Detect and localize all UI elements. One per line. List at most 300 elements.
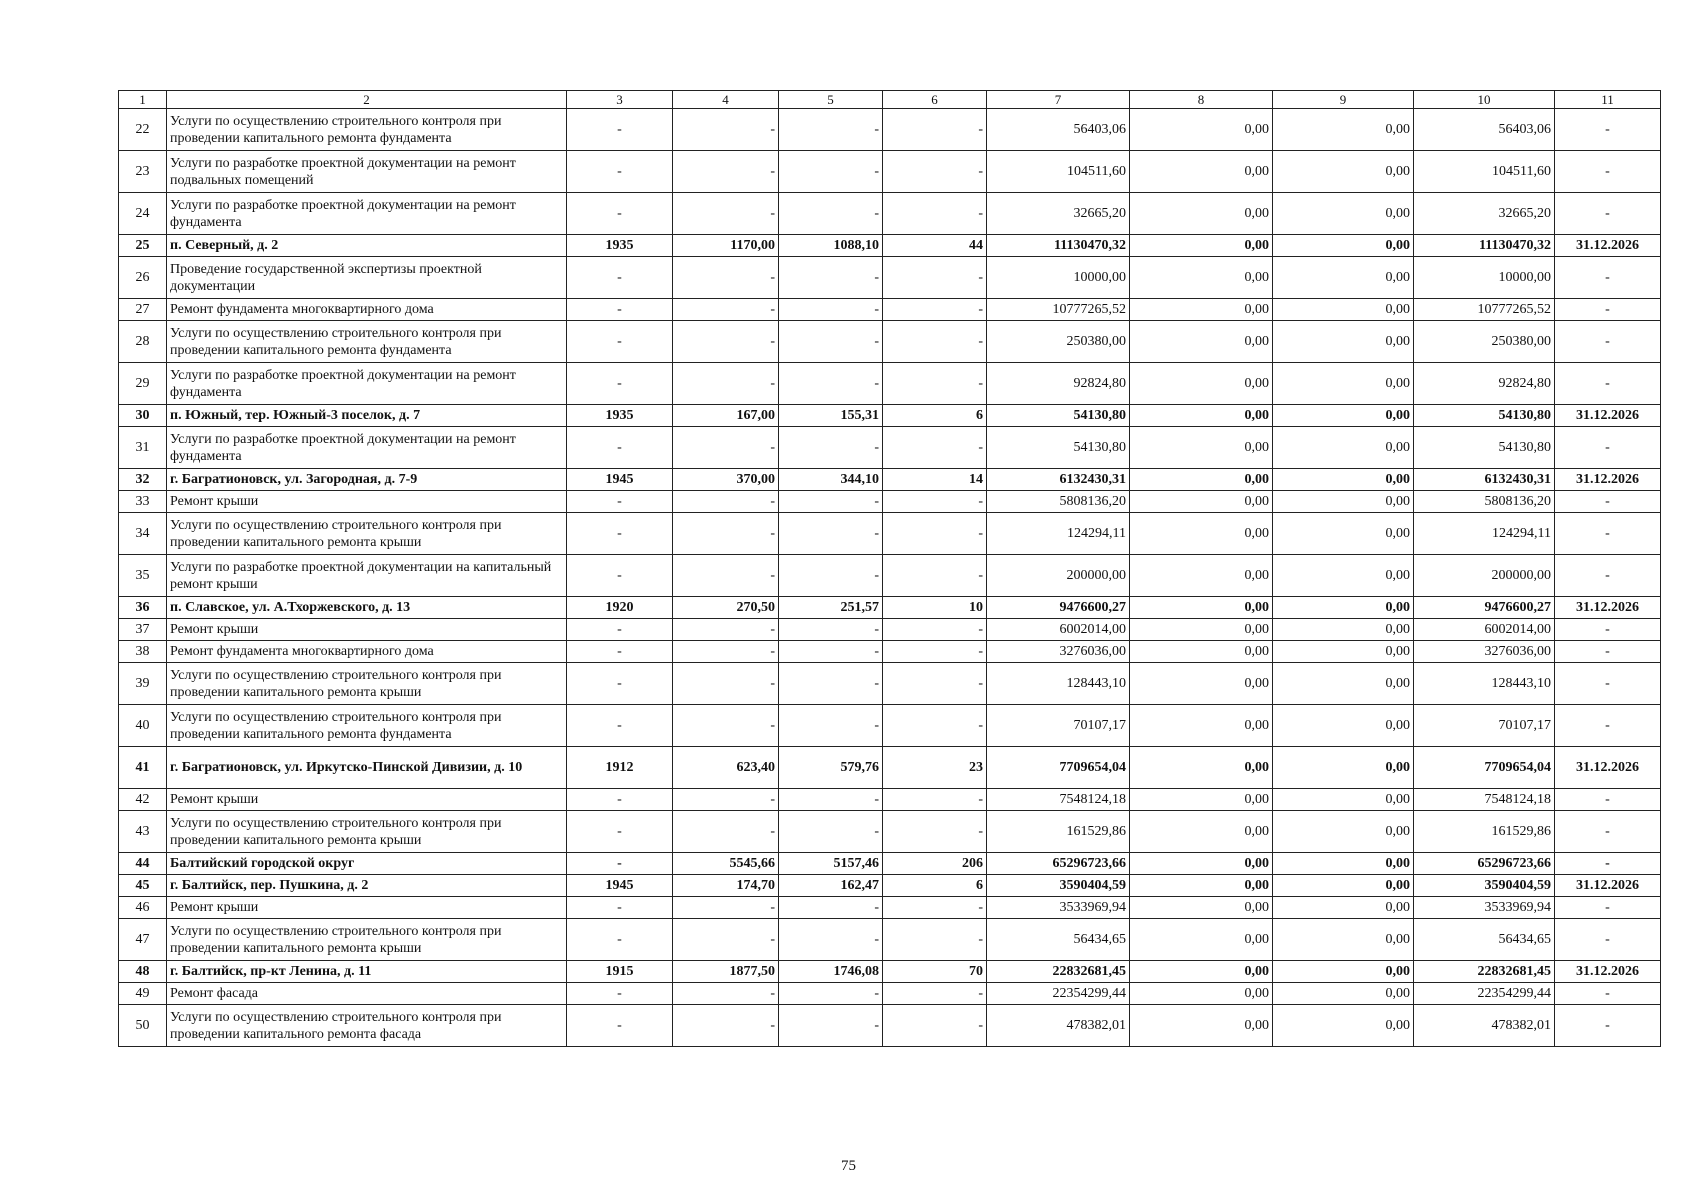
fund-cost-cell: 0,00 — [1130, 469, 1273, 491]
completion-date-cell: - — [1555, 641, 1661, 663]
total-area-cell: - — [673, 513, 779, 555]
residents-cell: - — [883, 151, 987, 193]
total-cost-cell: 32665,20 — [987, 193, 1130, 235]
row-number-cell: 32 — [119, 469, 167, 491]
fund-cost-cell: 0,00 — [1130, 597, 1273, 619]
year-cell: 1935 — [567, 405, 673, 427]
total-area-cell: - — [673, 151, 779, 193]
owner-cost-cell: 3590404,59 — [1414, 875, 1555, 897]
owner-cost-cell: 56434,65 — [1414, 919, 1555, 961]
residents-cell: - — [883, 513, 987, 555]
year-cell: - — [567, 1005, 673, 1047]
description-cell: Услуги по осуществлению строительного контроля при проведении капитального ремонта крыши — [167, 663, 567, 705]
residents-cell: - — [883, 299, 987, 321]
page-number: 75 — [841, 1158, 856, 1174]
budget-cost-cell: 0,00 — [1273, 983, 1414, 1005]
owner-cost-cell: 200000,00 — [1414, 555, 1555, 597]
budget-cost-cell: 0,00 — [1273, 299, 1414, 321]
fund-cost-cell: 0,00 — [1130, 513, 1273, 555]
total-area-cell: - — [673, 193, 779, 235]
residents-cell: 44 — [883, 235, 987, 257]
table-row — [119, 663, 1661, 705]
fund-cost-cell: 0,00 — [1130, 555, 1273, 597]
table-row — [119, 747, 1661, 789]
year-cell: - — [567, 427, 673, 469]
owner-cost-cell: 250380,00 — [1414, 321, 1555, 363]
year-cell: 1915 — [567, 961, 673, 983]
owner-cost-cell: 10000,00 — [1414, 257, 1555, 299]
budget-cost-cell: 0,00 — [1273, 469, 1414, 491]
budget-cost-cell: 0,00 — [1273, 513, 1414, 555]
completion-date-cell: - — [1555, 811, 1661, 853]
row-number-cell: 26 — [119, 257, 167, 299]
table-row — [119, 619, 1661, 641]
table-row — [119, 961, 1661, 983]
total-cost-cell: 22354299,44 — [987, 983, 1130, 1005]
budget-cost-cell: 0,00 — [1273, 853, 1414, 875]
description-cell: Услуги по разработке проектной документации на капитальный ремонт крыши — [167, 555, 567, 597]
year-cell: - — [567, 257, 673, 299]
completion-date-cell: - — [1555, 705, 1661, 747]
year-cell: - — [567, 513, 673, 555]
year-cell: - — [567, 641, 673, 663]
fund-cost-cell: 0,00 — [1130, 257, 1273, 299]
completion-date-cell: - — [1555, 853, 1661, 875]
fund-cost-cell: 0,00 — [1130, 299, 1273, 321]
completion-date-cell: - — [1555, 321, 1661, 363]
year-cell: - — [567, 151, 673, 193]
owner-cost-cell: 3533969,94 — [1414, 897, 1555, 919]
column-number-header-row — [119, 91, 1661, 109]
table-row — [119, 983, 1661, 1005]
budget-cost-cell: 0,00 — [1273, 619, 1414, 641]
row-number-cell: 47 — [119, 919, 167, 961]
owner-cost-cell: 3276036,00 — [1414, 641, 1555, 663]
row-number-cell: 49 — [119, 983, 167, 1005]
owner-cost-cell: 92824,80 — [1414, 363, 1555, 405]
completion-date-cell: 31.12.2026 — [1555, 235, 1661, 257]
total-area-cell: - — [673, 811, 779, 853]
header-cell: 8 — [1130, 91, 1273, 109]
residents-cell: - — [883, 109, 987, 151]
total-cost-cell: 54130,80 — [987, 427, 1130, 469]
row-number-cell: 29 — [119, 363, 167, 405]
living-area-cell: - — [779, 109, 883, 151]
budget-cost-cell: 0,00 — [1273, 789, 1414, 811]
fund-cost-cell: 0,00 — [1130, 811, 1273, 853]
row-number-cell: 43 — [119, 811, 167, 853]
living-area-cell: - — [779, 427, 883, 469]
completion-date-cell: - — [1555, 619, 1661, 641]
living-area-cell: - — [779, 151, 883, 193]
description-cell: Услуги по разработке проектной документации на ремонт фундамента — [167, 363, 567, 405]
row-number-cell: 39 — [119, 663, 167, 705]
residents-cell: - — [883, 897, 987, 919]
completion-date-cell: - — [1555, 193, 1661, 235]
total-cost-cell: 10777265,52 — [987, 299, 1130, 321]
year-cell: - — [567, 491, 673, 513]
row-number-cell: 42 — [119, 789, 167, 811]
completion-date-cell: - — [1555, 299, 1661, 321]
header-cell: 5 — [779, 91, 883, 109]
budget-cost-cell: 0,00 — [1273, 897, 1414, 919]
residents-cell: - — [883, 257, 987, 299]
description-cell: Услуги по осуществлению строительного контроля при проведении капитального ремонта крыши — [167, 811, 567, 853]
living-area-cell: - — [779, 663, 883, 705]
total-cost-cell: 161529,86 — [987, 811, 1130, 853]
description-cell: г. Багратионовск, ул. Загородная, д. 7-9 — [167, 469, 567, 491]
completion-date-cell: 31.12.2026 — [1555, 469, 1661, 491]
fund-cost-cell: 0,00 — [1130, 663, 1273, 705]
total-area-cell: 167,00 — [673, 405, 779, 427]
budget-cost-cell: 0,00 — [1273, 109, 1414, 151]
total-cost-cell: 11130470,32 — [987, 235, 1130, 257]
row-number-cell: 22 — [119, 109, 167, 151]
repair-program-table — [118, 90, 1661, 1047]
owner-cost-cell: 70107,17 — [1414, 705, 1555, 747]
owner-cost-cell: 9476600,27 — [1414, 597, 1555, 619]
budget-cost-cell: 0,00 — [1273, 427, 1414, 469]
residents-cell: 6 — [883, 875, 987, 897]
residents-cell: - — [883, 919, 987, 961]
row-number-cell: 35 — [119, 555, 167, 597]
table-row — [119, 919, 1661, 961]
total-cost-cell: 5808136,20 — [987, 491, 1130, 513]
table-row — [119, 193, 1661, 235]
total-cost-cell: 22832681,45 — [987, 961, 1130, 983]
fund-cost-cell: 0,00 — [1130, 961, 1273, 983]
description-cell: Ремонт фасада — [167, 983, 567, 1005]
residents-cell: 23 — [883, 747, 987, 789]
description-cell: г. Балтийск, пер. Пушкина, д. 2 — [167, 875, 567, 897]
fund-cost-cell: 0,00 — [1130, 363, 1273, 405]
year-cell: - — [567, 619, 673, 641]
owner-cost-cell: 54130,80 — [1414, 405, 1555, 427]
year-cell: - — [567, 193, 673, 235]
owner-cost-cell: 6002014,00 — [1414, 619, 1555, 641]
fund-cost-cell: 0,00 — [1130, 747, 1273, 789]
table-row — [119, 789, 1661, 811]
residents-cell: - — [883, 555, 987, 597]
total-cost-cell: 54130,80 — [987, 405, 1130, 427]
description-cell: Услуги по осуществлению строительного контроля при проведении капитального ремонта крыши — [167, 919, 567, 961]
row-number-cell: 33 — [119, 491, 167, 513]
year-cell: - — [567, 919, 673, 961]
living-area-cell: - — [779, 299, 883, 321]
total-area-cell: - — [673, 427, 779, 469]
header-cell: 7 — [987, 91, 1130, 109]
total-area-cell: 623,40 — [673, 747, 779, 789]
fund-cost-cell: 0,00 — [1130, 789, 1273, 811]
residents-cell: - — [883, 619, 987, 641]
header-cell: 4 — [673, 91, 779, 109]
total-area-cell: - — [673, 491, 779, 513]
total-cost-cell: 200000,00 — [987, 555, 1130, 597]
row-number-cell: 25 — [119, 235, 167, 257]
living-area-cell: - — [779, 789, 883, 811]
description-cell: Ремонт фундамента многоквартирного дома — [167, 641, 567, 663]
fund-cost-cell: 0,00 — [1130, 193, 1273, 235]
total-cost-cell: 3276036,00 — [987, 641, 1130, 663]
table-body — [119, 91, 1661, 1047]
total-cost-cell: 124294,11 — [987, 513, 1130, 555]
residents-cell: - — [883, 1005, 987, 1047]
total-area-cell: - — [673, 619, 779, 641]
description-cell: Ремонт крыши — [167, 897, 567, 919]
owner-cost-cell: 22832681,45 — [1414, 961, 1555, 983]
total-cost-cell: 478382,01 — [987, 1005, 1130, 1047]
residents-cell: - — [883, 789, 987, 811]
total-area-cell: 270,50 — [673, 597, 779, 619]
year-cell: - — [567, 983, 673, 1005]
fund-cost-cell: 0,00 — [1130, 405, 1273, 427]
header-cell: 11 — [1555, 91, 1661, 109]
total-cost-cell: 9476600,27 — [987, 597, 1130, 619]
row-number-cell: 44 — [119, 853, 167, 875]
total-cost-cell: 56434,65 — [987, 919, 1130, 961]
owner-cost-cell: 54130,80 — [1414, 427, 1555, 469]
description-cell: Услуги по разработке проектной документации на ремонт подвальных помещений — [167, 151, 567, 193]
total-cost-cell: 104511,60 — [987, 151, 1130, 193]
table-row — [119, 597, 1661, 619]
total-area-cell: 1877,50 — [673, 961, 779, 983]
completion-date-cell: - — [1555, 1005, 1661, 1047]
row-number-cell: 23 — [119, 151, 167, 193]
year-cell: - — [567, 853, 673, 875]
fund-cost-cell: 0,00 — [1130, 491, 1273, 513]
residents-cell: 10 — [883, 597, 987, 619]
budget-cost-cell: 0,00 — [1273, 641, 1414, 663]
budget-cost-cell: 0,00 — [1273, 705, 1414, 747]
description-cell: Услуги по осуществлению строительного контроля при проведении капитального ремонта фундамента — [167, 321, 567, 363]
row-number-cell: 41 — [119, 747, 167, 789]
description-cell: г. Балтийск, пр-кт Ленина, д. 11 — [167, 961, 567, 983]
living-area-cell: - — [779, 641, 883, 663]
completion-date-cell: - — [1555, 257, 1661, 299]
budget-cost-cell: 0,00 — [1273, 555, 1414, 597]
description-cell: Ремонт крыши — [167, 619, 567, 641]
living-area-cell: - — [779, 363, 883, 405]
fund-cost-cell: 0,00 — [1130, 427, 1273, 469]
row-number-cell: 28 — [119, 321, 167, 363]
fund-cost-cell: 0,00 — [1130, 151, 1273, 193]
budget-cost-cell: 0,00 — [1273, 257, 1414, 299]
header-cell: 1 — [119, 91, 167, 109]
owner-cost-cell: 22354299,44 — [1414, 983, 1555, 1005]
year-cell: - — [567, 363, 673, 405]
table-row — [119, 875, 1661, 897]
owner-cost-cell: 6132430,31 — [1414, 469, 1555, 491]
row-number-cell: 50 — [119, 1005, 167, 1047]
total-area-cell: - — [673, 789, 779, 811]
fund-cost-cell: 0,00 — [1130, 619, 1273, 641]
row-number-cell: 45 — [119, 875, 167, 897]
description-cell: п. Славское, ул. А.Тхоржевского, д. 13 — [167, 597, 567, 619]
row-number-cell: 40 — [119, 705, 167, 747]
living-area-cell: 579,76 — [779, 747, 883, 789]
table-row — [119, 405, 1661, 427]
completion-date-cell: - — [1555, 513, 1661, 555]
owner-cost-cell: 128443,10 — [1414, 663, 1555, 705]
table-row — [119, 427, 1661, 469]
total-area-cell: - — [673, 663, 779, 705]
description-cell: Услуги по осуществлению строительного контроля при проведении капитального ремонта фундамента — [167, 705, 567, 747]
budget-cost-cell: 0,00 — [1273, 811, 1414, 853]
table-row — [119, 897, 1661, 919]
completion-date-cell: - — [1555, 151, 1661, 193]
residents-cell: - — [883, 363, 987, 405]
table-row — [119, 853, 1661, 875]
total-area-cell: 370,00 — [673, 469, 779, 491]
total-area-cell: - — [673, 1005, 779, 1047]
residents-cell: - — [883, 641, 987, 663]
budget-cost-cell: 0,00 — [1273, 1005, 1414, 1047]
fund-cost-cell: 0,00 — [1130, 983, 1273, 1005]
description-cell: Услуги по разработке проектной документации на ремонт фундамента — [167, 193, 567, 235]
owner-cost-cell: 104511,60 — [1414, 151, 1555, 193]
total-cost-cell: 6132430,31 — [987, 469, 1130, 491]
description-cell: п. Южный, тер. Южный-3 поселок, д. 7 — [167, 405, 567, 427]
residents-cell: - — [883, 193, 987, 235]
table-row — [119, 641, 1661, 663]
row-number-cell: 36 — [119, 597, 167, 619]
total-cost-cell: 10000,00 — [987, 257, 1130, 299]
living-area-cell: - — [779, 811, 883, 853]
budget-cost-cell: 0,00 — [1273, 193, 1414, 235]
total-area-cell: - — [673, 919, 779, 961]
owner-cost-cell: 5808136,20 — [1414, 491, 1555, 513]
owner-cost-cell: 7548124,18 — [1414, 789, 1555, 811]
fund-cost-cell: 0,00 — [1130, 897, 1273, 919]
year-cell: 1920 — [567, 597, 673, 619]
table-row — [119, 235, 1661, 257]
year-cell: - — [567, 789, 673, 811]
budget-cost-cell: 0,00 — [1273, 405, 1414, 427]
owner-cost-cell: 124294,11 — [1414, 513, 1555, 555]
description-cell: Ремонт фундамента многоквартирного дома — [167, 299, 567, 321]
table-row — [119, 555, 1661, 597]
completion-date-cell: - — [1555, 789, 1661, 811]
year-cell: 1935 — [567, 235, 673, 257]
year-cell: - — [567, 811, 673, 853]
total-cost-cell: 250380,00 — [987, 321, 1130, 363]
living-area-cell: 155,31 — [779, 405, 883, 427]
residents-cell: - — [883, 705, 987, 747]
budget-cost-cell: 0,00 — [1273, 235, 1414, 257]
total-area-cell: - — [673, 257, 779, 299]
completion-date-cell: - — [1555, 919, 1661, 961]
row-number-cell: 30 — [119, 405, 167, 427]
year-cell: 1945 — [567, 875, 673, 897]
fund-cost-cell: 0,00 — [1130, 641, 1273, 663]
living-area-cell: - — [779, 321, 883, 363]
total-cost-cell: 7548124,18 — [987, 789, 1130, 811]
living-area-cell: 344,10 — [779, 469, 883, 491]
living-area-cell: - — [779, 555, 883, 597]
fund-cost-cell: 0,00 — [1130, 1005, 1273, 1047]
row-number-cell: 34 — [119, 513, 167, 555]
completion-date-cell: 31.12.2026 — [1555, 747, 1661, 789]
table-row — [119, 811, 1661, 853]
description-cell: г. Багратионовск, ул. Иркутско-Пинской Дивизии, д. 10 — [167, 747, 567, 789]
residents-cell: - — [883, 663, 987, 705]
description-cell: Балтийский городской округ — [167, 853, 567, 875]
total-cost-cell: 3590404,59 — [987, 875, 1130, 897]
total-cost-cell: 3533969,94 — [987, 897, 1130, 919]
total-cost-cell: 65296723,66 — [987, 853, 1130, 875]
residents-cell: 70 — [883, 961, 987, 983]
total-area-cell: - — [673, 299, 779, 321]
header-cell: 2 — [167, 91, 567, 109]
budget-cost-cell: 0,00 — [1273, 961, 1414, 983]
description-cell: Ремонт крыши — [167, 491, 567, 513]
total-area-cell: - — [673, 363, 779, 405]
header-cell: 10 — [1414, 91, 1555, 109]
residents-cell: 6 — [883, 405, 987, 427]
total-area-cell: - — [673, 109, 779, 151]
year-cell: - — [567, 299, 673, 321]
table-row — [119, 299, 1661, 321]
budget-cost-cell: 0,00 — [1273, 151, 1414, 193]
description-cell: Проведение государственной экспертизы проектной документации — [167, 257, 567, 299]
row-number-cell: 38 — [119, 641, 167, 663]
table-row — [119, 109, 1661, 151]
completion-date-cell: - — [1555, 555, 1661, 597]
total-area-cell: - — [673, 555, 779, 597]
budget-cost-cell: 0,00 — [1273, 597, 1414, 619]
description-cell: Ремонт крыши — [167, 789, 567, 811]
row-number-cell: 46 — [119, 897, 167, 919]
residents-cell: - — [883, 811, 987, 853]
table-row — [119, 705, 1661, 747]
completion-date-cell: 31.12.2026 — [1555, 875, 1661, 897]
header-cell: 6 — [883, 91, 987, 109]
row-number-cell: 37 — [119, 619, 167, 641]
budget-cost-cell: 0,00 — [1273, 875, 1414, 897]
owner-cost-cell: 56403,06 — [1414, 109, 1555, 151]
row-number-cell: 31 — [119, 427, 167, 469]
living-area-cell: - — [779, 193, 883, 235]
total-cost-cell: 128443,10 — [987, 663, 1130, 705]
residents-cell: - — [883, 491, 987, 513]
living-area-cell: - — [779, 897, 883, 919]
fund-cost-cell: 0,00 — [1130, 109, 1273, 151]
table-row — [119, 469, 1661, 491]
description-cell: Услуги по осуществлению строительного контроля при проведении капитального ремонта крыши — [167, 513, 567, 555]
living-area-cell: - — [779, 491, 883, 513]
owner-cost-cell: 65296723,66 — [1414, 853, 1555, 875]
completion-date-cell: - — [1555, 363, 1661, 405]
living-area-cell: - — [779, 705, 883, 747]
total-area-cell: - — [673, 897, 779, 919]
completion-date-cell: - — [1555, 663, 1661, 705]
total-cost-cell: 56403,06 — [987, 109, 1130, 151]
total-area-cell: - — [673, 705, 779, 747]
budget-cost-cell: 0,00 — [1273, 663, 1414, 705]
description-cell: п. Северный, д. 2 — [167, 235, 567, 257]
header-cell: 3 — [567, 91, 673, 109]
living-area-cell: 162,47 — [779, 875, 883, 897]
year-cell: - — [567, 663, 673, 705]
table-row — [119, 151, 1661, 193]
year-cell: - — [567, 897, 673, 919]
living-area-cell: 1088,10 — [779, 235, 883, 257]
budget-cost-cell: 0,00 — [1273, 919, 1414, 961]
row-number-cell: 48 — [119, 961, 167, 983]
completion-date-cell: - — [1555, 427, 1661, 469]
total-area-cell: - — [673, 983, 779, 1005]
table-row — [119, 321, 1661, 363]
